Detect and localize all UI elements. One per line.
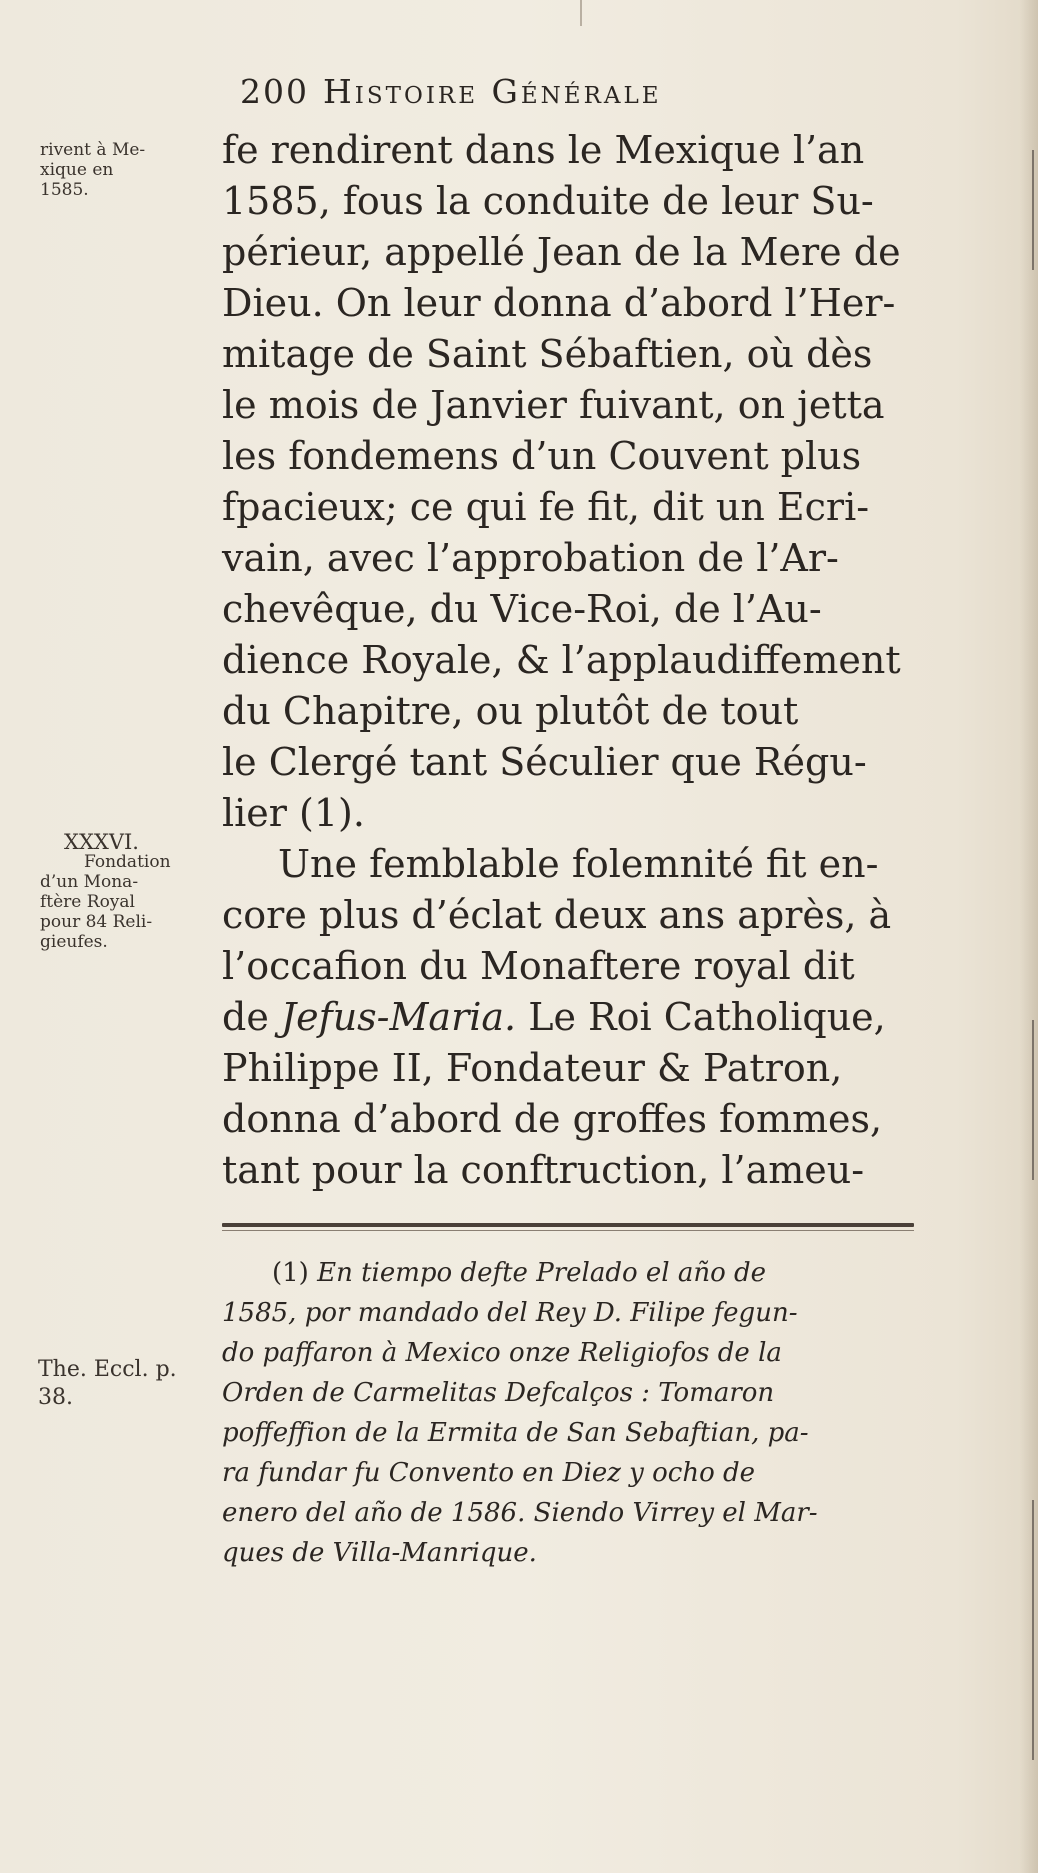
section-number: XXXVI. [64, 830, 139, 854]
body-line: le Clergé tant Séculier que Régu- [222, 740, 867, 784]
footnote-rule [222, 1223, 914, 1227]
margin-note-line: pour 84 Reli- [40, 912, 153, 932]
margin-note-line: ftère Royal [40, 892, 135, 912]
body-line: mitage de Saint Sébaftien, où dès [222, 332, 873, 376]
body-line: les fondemens d’un Couvent plus [222, 434, 862, 478]
footnote-line: enero del año de 1586. Siendo Virrey el Mar- [222, 1498, 818, 1528]
footnote-line: 1585, por mandado del Rey D. Filipe fegun- [222, 1298, 798, 1328]
body-line: lier (1). [222, 791, 365, 835]
footnote-line: poffeffion de la Ermita de San Sebaftian, pa- [222, 1418, 809, 1448]
footnote-line: ra fundar fu Convento en Diez y ocho de [222, 1458, 756, 1488]
running-header [240, 72, 880, 111]
margin-note-line: rivent à Me- [40, 140, 146, 160]
body-line-suffix: Le Roi Catholique, [516, 995, 886, 1039]
body-line: chevêque, du Vice-Roi, de l’Au- [222, 587, 822, 631]
margin-note-foundation [40, 832, 171, 952]
footnote-line [272, 1258, 766, 1296]
margin-note-line: d’un Mona- [40, 872, 139, 892]
body-line: périeur, appellé Jean de la Mere de [222, 230, 901, 274]
body-line: fe rendirent dans le Mexique l’an [222, 128, 865, 172]
margin-note-line: 1585. [40, 180, 89, 200]
body-line: l’occafion du Monaftere royal dit [222, 944, 855, 988]
body-line: donna d’abord de groffes fommes, [222, 1097, 883, 1141]
margin-note-line: Fondation [84, 852, 171, 872]
footnote-line: Orden de Carmelitas Defcalços : Tomaron [222, 1378, 775, 1408]
body-line: 1585, fous la conduite de leur Su- [222, 179, 874, 223]
margin-note-line: The. Eccl. p. [38, 1357, 177, 1382]
body-line: vain, avec l’approbation de l’Ar- [222, 536, 839, 580]
footnote-text: En tiempo defte Prelado el año de [317, 1258, 767, 1288]
body-line: dience Royale, & l’applaudiffement [222, 638, 901, 682]
footnote-marker: (1) [272, 1258, 318, 1288]
footnote-line: do paffaron à Mexico onze Religiofos de la [222, 1338, 782, 1368]
running-title: Histoire Générale [323, 72, 662, 111]
body-line-prefix: de [222, 995, 281, 1039]
margin-note-line: 38. [38, 1385, 73, 1410]
page-edge-line [1032, 1500, 1034, 1760]
page-edge-line [1032, 150, 1034, 270]
page-fold-shadow [1020, 0, 1038, 1873]
body-line: Une femblable folemnité fit en- [278, 842, 879, 886]
body-line: du Chapitre, ou plutôt de tout [222, 689, 799, 733]
margin-note-line: gieufes. [40, 932, 108, 952]
monastery-name: Jefus-Maria. [280, 995, 517, 1039]
body-line: tant pour la conftruction, l’ameu- [222, 1148, 865, 1192]
footnote-rule-thin [222, 1230, 914, 1231]
body-line: fpacieux; ce qui fe fit, dit un Ecri- [222, 485, 870, 529]
footnote-line: ques de Villa-Manrique. [222, 1538, 537, 1568]
page-number: 200 [240, 72, 309, 111]
page-edge-mark [580, 0, 582, 26]
body-line: Philippe II, Fondateur & Patron, [222, 1046, 843, 1090]
body-line: Dieu. On leur donna d’abord l’Her- [222, 281, 896, 325]
body-line [222, 995, 886, 1045]
margin-note-arrival [40, 140, 145, 200]
page-edge-line [1032, 1020, 1034, 1180]
body-line: le mois de Janvier fuivant, on jetta [222, 383, 885, 427]
body-line: core plus d’éclat deux ans après, à [222, 893, 892, 937]
margin-note-line: xique en [40, 160, 114, 180]
margin-note-reference [38, 1356, 177, 1412]
